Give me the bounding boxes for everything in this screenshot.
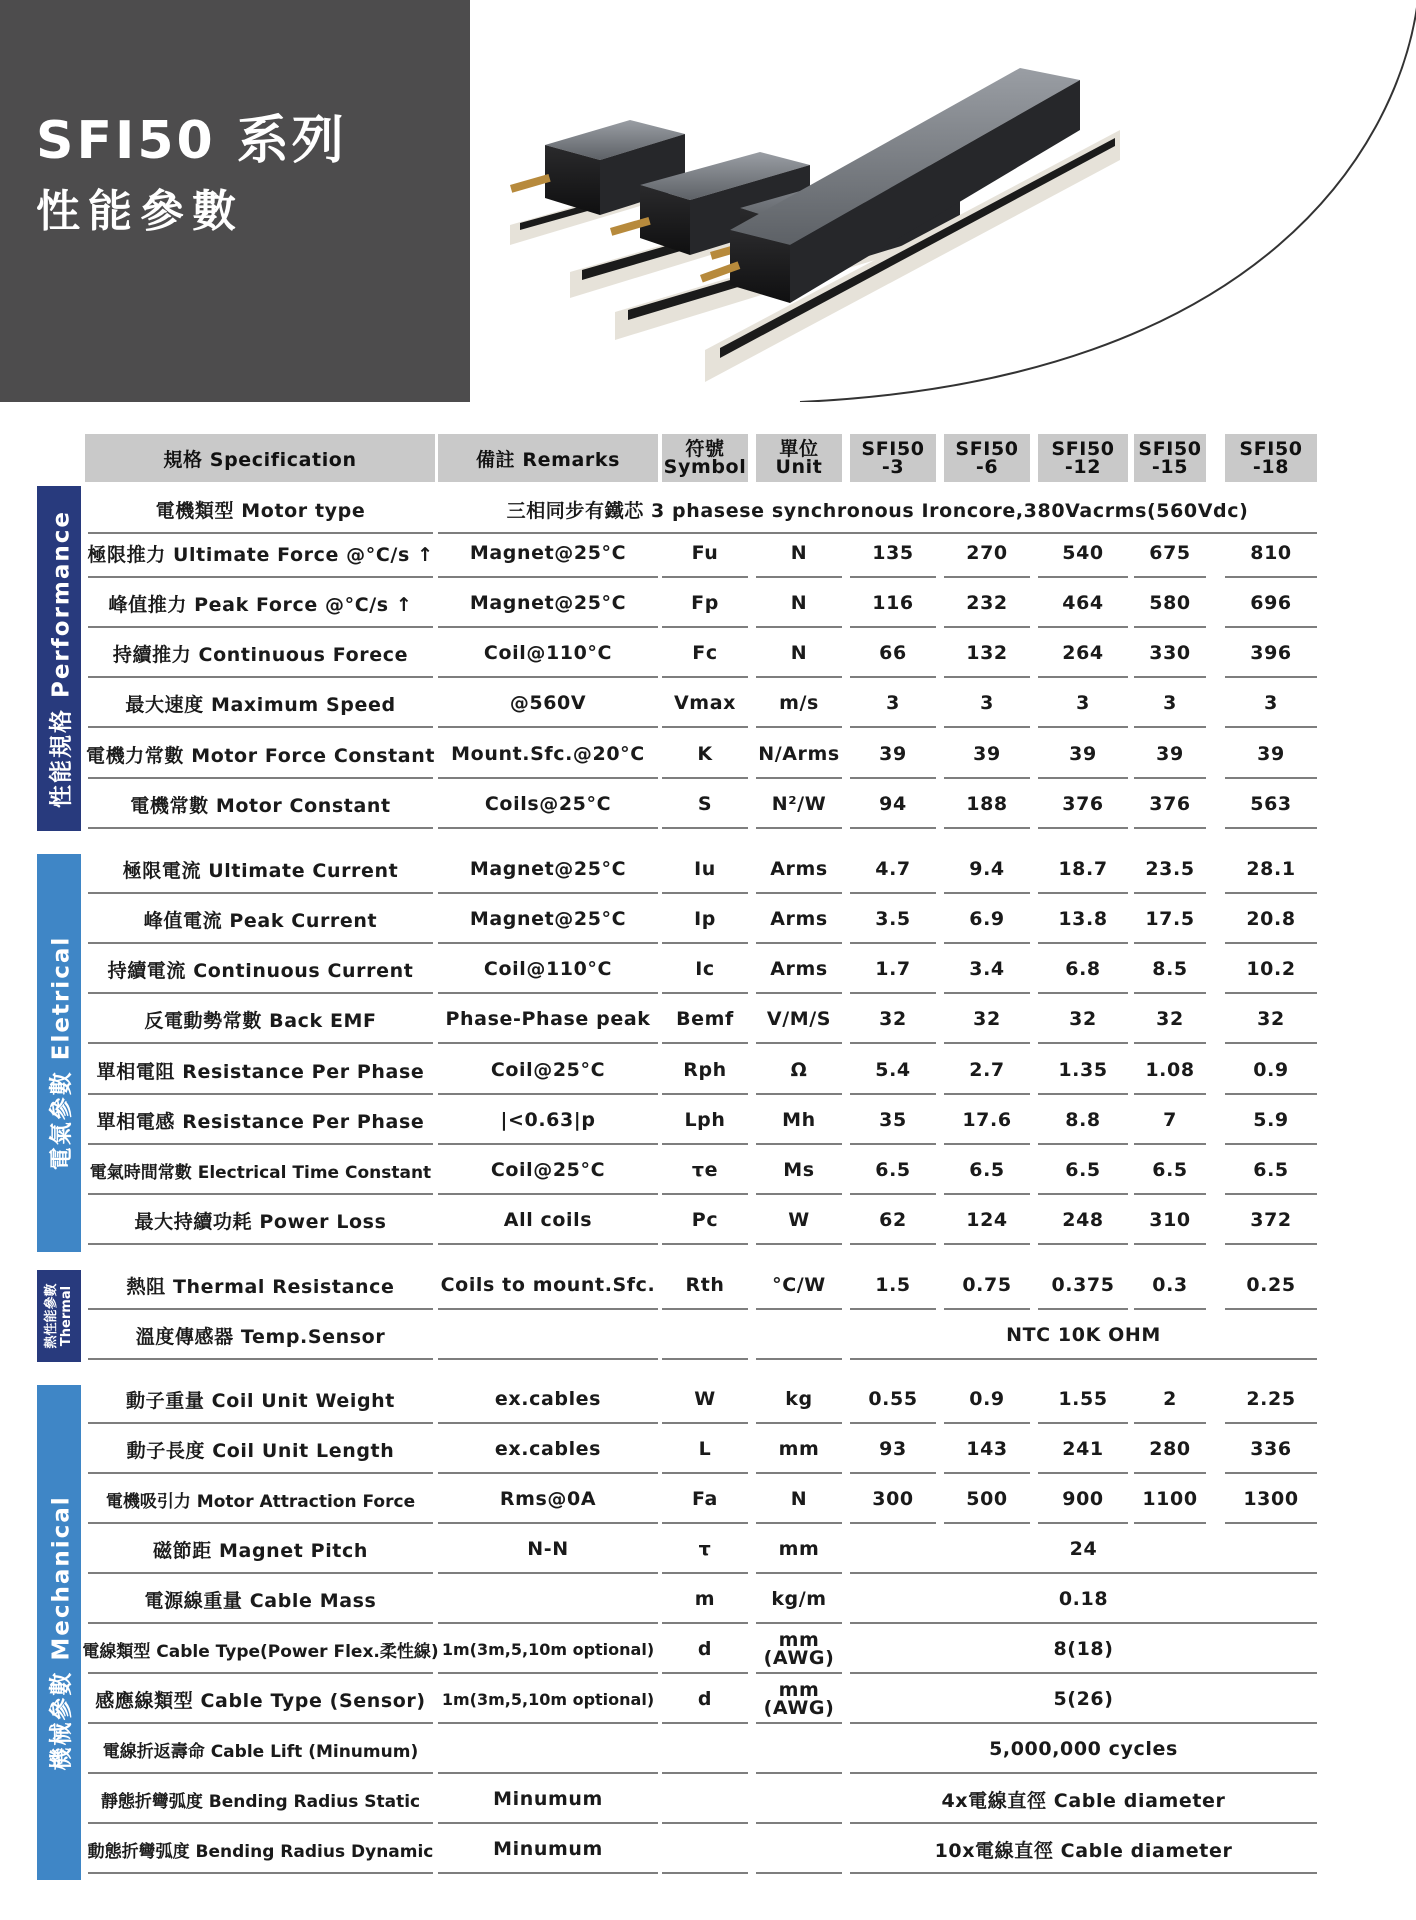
unit-line1: mm [778, 1629, 820, 1651]
value-cell: 232 [944, 580, 1030, 628]
unit-cell [756, 1626, 842, 1674]
remarks-cell: Magnet@25°C [438, 530, 658, 578]
spec-label: 極限電流 Ultimate Current [88, 846, 433, 894]
value-cell: 6.5 [1225, 1147, 1317, 1195]
model-suffix: -6 [975, 456, 999, 478]
symbol-cell: L [662, 1426, 748, 1474]
symbol-cell: K [662, 731, 748, 779]
remarks-cell: N-N [438, 1526, 658, 1574]
value-cell: 810 [1225, 530, 1317, 578]
value-cell: 39 [850, 731, 936, 779]
value-cell: 540 [1038, 530, 1128, 578]
sidebar-mechanical [37, 1385, 81, 1880]
spec-label: 電機吸引力 Motor Attraction Force [88, 1476, 433, 1524]
header-remarks: 備註 Remarks [438, 434, 658, 482]
title-panel [0, 0, 470, 402]
value-cell: 39 [1225, 731, 1317, 779]
value-cell: 5.4 [850, 1047, 936, 1095]
product-photo [470, 0, 1416, 402]
value-cell: 336 [1225, 1426, 1317, 1474]
header-model-18 [1225, 434, 1317, 482]
value-cell: 3 [944, 680, 1030, 728]
unit-cell: Arms [756, 896, 842, 944]
value-cell: 376 [1134, 781, 1206, 829]
spec-label: 極限推力 Ultimate Force @°C/s ↑ [88, 530, 433, 578]
remarks-cell: Minumum [438, 1826, 658, 1874]
value-cell: 32 [850, 996, 936, 1044]
remarks-cell: Magnet@25°C [438, 846, 658, 894]
symbol-cell [662, 1726, 748, 1774]
spec-label: 溫度傳感器 Temp.Sensor [88, 1312, 433, 1360]
symbol-cell: d [662, 1676, 748, 1724]
value-cell: 28.1 [1225, 846, 1317, 894]
value-cell: 143 [944, 1426, 1030, 1474]
symbol-cell: Lph [662, 1097, 748, 1145]
value-cell: 94 [850, 781, 936, 829]
unit-cell: V/M/S [756, 996, 842, 1044]
value-cell: 0.55 [850, 1376, 936, 1424]
unit-line1: mm [778, 1679, 820, 1701]
remarks-cell: Mount.Sfc.@20°C [438, 731, 658, 779]
value-cell: 1.08 [1134, 1047, 1206, 1095]
unit-cell: N [756, 1476, 842, 1524]
value-cell: 5.9 [1225, 1097, 1317, 1145]
value-cell: 300 [850, 1476, 936, 1524]
unit-cell: N [756, 530, 842, 578]
remarks-cell [438, 1726, 658, 1774]
value-cell: 0.25 [1225, 1262, 1317, 1310]
unit-cell: kg/m [756, 1576, 842, 1624]
value-cell: 39 [944, 731, 1030, 779]
value-cell: 900 [1038, 1476, 1128, 1524]
spec-label: 熱阻 Thermal Resistance [88, 1262, 433, 1310]
value-cell: 35 [850, 1097, 936, 1145]
unit-cell: mm [756, 1426, 842, 1474]
spec-label: 電線折返壽命 Cable Lift (Minumum) [88, 1726, 433, 1774]
value-cell: 248 [1038, 1197, 1128, 1245]
unit-cell [756, 1676, 842, 1724]
value-cell: 3.4 [944, 946, 1030, 994]
remarks-cell: Magnet@25°C [438, 896, 658, 944]
unit-cell [756, 1312, 842, 1360]
unit-cell: °C/W [756, 1262, 842, 1310]
value-cell: 580 [1134, 580, 1206, 628]
symbol-cell [662, 1776, 748, 1824]
value-cell: 563 [1225, 781, 1317, 829]
sidebar-electrical-label: 電氣參數 Eletrical [48, 935, 75, 1171]
value-cell: 0.375 [1038, 1262, 1128, 1310]
value-cell: 6.5 [850, 1147, 936, 1195]
spec-label: 感應線類型 Cable Type (Sensor) [88, 1676, 433, 1724]
value-cell: 20.8 [1225, 896, 1317, 944]
remarks-cell: Coil@25°C [438, 1147, 658, 1195]
spec-label: 電機常數 Motor Constant [88, 781, 433, 829]
spec-label: 電源線重量 Cable Mass [88, 1576, 433, 1624]
symbol-cell: Bemf [662, 996, 748, 1044]
symbol-cell [662, 1312, 748, 1360]
remarks-cell: Coils to mount.Sfc. [438, 1262, 658, 1310]
value-cell: 17.5 [1134, 896, 1206, 944]
model-suffix: -15 [1151, 456, 1189, 478]
value-cell: 6.5 [1134, 1147, 1206, 1195]
remarks-cell: |<0.63|p [438, 1097, 658, 1145]
header-unit-en: Unit [775, 456, 823, 478]
value-cell: 10.2 [1225, 946, 1317, 994]
value-cell: 32 [1134, 996, 1206, 1044]
value-cell: 6.5 [944, 1147, 1030, 1195]
spec-label: 電氣時間常數 Electrical Time Constant [88, 1147, 433, 1195]
value-cell: 280 [1134, 1426, 1206, 1474]
value-cell: 135 [850, 530, 936, 578]
shared-value-cell: 5,000,000 cycles [850, 1726, 1317, 1774]
symbol-cell: Rth [662, 1262, 748, 1310]
spec-label: 電機力常數 Motor Force Constant [88, 731, 433, 779]
value-cell: 396 [1225, 630, 1317, 678]
header-model-12 [1038, 434, 1128, 482]
unit-cell: N [756, 580, 842, 628]
model-suffix: -12 [1064, 456, 1102, 478]
spec-label: 單相電感 Resistance Per Phase [88, 1097, 433, 1145]
symbol-cell: Pc [662, 1197, 748, 1245]
symbol-cell: Rph [662, 1047, 748, 1095]
value-cell: 23.5 [1134, 846, 1206, 894]
shared-value-cell: 24 [850, 1526, 1317, 1574]
spec-label: 最大持續功耗 Power Loss [88, 1197, 433, 1245]
unit-cell: mm [756, 1526, 842, 1574]
spec-label: 電線類型 Cable Type(Power Flex.柔性線) [88, 1626, 433, 1674]
remarks-cell [438, 1312, 658, 1360]
value-cell: 1.35 [1038, 1047, 1128, 1095]
symbol-cell: Fc [662, 630, 748, 678]
value-cell: 32 [1225, 996, 1317, 1044]
remarks-cell: All coils [438, 1197, 658, 1245]
remarks-cell: Coils@25°C [438, 781, 658, 829]
unit-line2: (AWG) [763, 1647, 835, 1669]
value-cell: 696 [1225, 580, 1317, 628]
value-cell: 116 [850, 580, 936, 628]
value-cell: 1100 [1134, 1476, 1206, 1524]
unit-cell [756, 1726, 842, 1774]
value-cell: 0.9 [944, 1376, 1030, 1424]
remarks-cell: @560V [438, 680, 658, 728]
value-cell: 3 [1134, 680, 1206, 728]
value-cell: 0.9 [1225, 1047, 1317, 1095]
value-cell: 32 [944, 996, 1030, 1044]
shared-value-cell: 5(26) [850, 1676, 1317, 1724]
shared-value-cell: NTC 10K OHM [850, 1312, 1317, 1360]
remarks-cell: Magnet@25°C [438, 580, 658, 628]
value-cell: 241 [1038, 1426, 1128, 1474]
header-symbol-en: Symbol [663, 456, 747, 478]
value-cell: 1300 [1225, 1476, 1317, 1524]
unit-cell: Ms [756, 1147, 842, 1195]
value-cell: 372 [1225, 1197, 1317, 1245]
value-cell: 264 [1038, 630, 1128, 678]
unit-line2: (AWG) [763, 1697, 835, 1719]
unit-cell [756, 1776, 842, 1824]
header-symbol [662, 434, 748, 482]
model-name: SFI50 [861, 438, 925, 460]
sidebar-thermal-en: Thermal [59, 1285, 74, 1347]
value-cell: 8.5 [1134, 946, 1206, 994]
value-cell: 18.7 [1038, 846, 1128, 894]
header-unit [756, 434, 842, 482]
header-unit-zh: 單位 [779, 438, 819, 460]
unit-cell: Mh [756, 1097, 842, 1145]
unit-cell [756, 1826, 842, 1874]
spec-label: 動態折彎弧度 Bending Radius Dynamic [88, 1826, 433, 1874]
remarks-cell: Coil@110°C [438, 946, 658, 994]
linear-motor-icon [700, 68, 1120, 382]
value-cell: 330 [1134, 630, 1206, 678]
symbol-cell: Ic [662, 946, 748, 994]
value-cell: 6.8 [1038, 946, 1128, 994]
value-cell: 1.5 [850, 1262, 936, 1310]
model-suffix: -18 [1252, 456, 1290, 478]
spec-label: 磁節距 Magnet Pitch [88, 1526, 433, 1574]
value-cell: 6.9 [944, 896, 1030, 944]
remarks-cell: Coil@25°C [438, 1047, 658, 1095]
remarks-cell: ex.cables [438, 1426, 658, 1474]
value-cell: 3 [1225, 680, 1317, 728]
value-cell: 2.25 [1225, 1376, 1317, 1424]
remarks-cell: 1m(3m,5,10m optional) [438, 1626, 658, 1674]
series-subtitle: 性能參數 [36, 186, 244, 237]
sidebar-thermal [37, 1270, 81, 1362]
value-cell: 8.8 [1038, 1097, 1128, 1145]
header-model-15 [1134, 434, 1206, 482]
symbol-cell: d [662, 1626, 748, 1674]
spec-label: 動子重量 Coil Unit Weight [88, 1376, 433, 1424]
value-cell: 62 [850, 1197, 936, 1245]
unit-cell: W [756, 1197, 842, 1245]
value-cell: 66 [850, 630, 936, 678]
value-cell: 13.8 [1038, 896, 1128, 944]
spec-label: 最大速度 Maximum Speed [88, 680, 433, 728]
symbol-cell: S [662, 781, 748, 829]
header-model-3 [850, 434, 936, 482]
spec-label: 峰值電流 Peak Current [88, 896, 433, 944]
value-cell: 3.5 [850, 896, 936, 944]
series-title: SFI50 系列 [36, 111, 347, 171]
value-cell: 376 [1038, 781, 1128, 829]
value-cell: 1.55 [1038, 1376, 1128, 1424]
value-cell: 39 [1038, 731, 1128, 779]
unit-cell: m/s [756, 680, 842, 728]
value-cell: 3 [1038, 680, 1128, 728]
unit-cell: Arms [756, 846, 842, 894]
symbol-cell: Iu [662, 846, 748, 894]
value-cell: 310 [1134, 1197, 1206, 1245]
spec-label: 單相電阻 Resistance Per Phase [88, 1047, 433, 1095]
model-name: SFI50 [1051, 438, 1115, 460]
value-cell: 0.75 [944, 1262, 1030, 1310]
unit-cell: Ω [756, 1047, 842, 1095]
shared-value-cell: 10x電線直徑 Cable diameter [850, 1826, 1317, 1874]
sidebar-thermal-label [44, 1283, 74, 1348]
symbol-cell: τe [662, 1147, 748, 1195]
unit-cell: N²/W [756, 781, 842, 829]
value-cell: 0.3 [1134, 1262, 1206, 1310]
header-spec: 規格 Specification [85, 434, 435, 482]
sidebar-mechanical-label: 機械參數 Mechanical [48, 1494, 75, 1771]
remarks-cell: ex.cables [438, 1376, 658, 1424]
value-cell: 7 [1134, 1097, 1206, 1145]
motor-type-value: 三相同步有鐵芯 3 phasese synchronous Ironcore,380Vacrms(560Vdc) [438, 486, 1317, 534]
value-cell: 188 [944, 781, 1030, 829]
value-cell: 675 [1134, 530, 1206, 578]
spec-label: 電機類型 Motor type [88, 486, 433, 534]
symbol-cell: Vmax [662, 680, 748, 728]
value-cell: 4.7 [850, 846, 936, 894]
sidebar-thermal-zh: 熱性能參數 [44, 1283, 59, 1349]
spec-label: 持續推力 Continuous Forece [88, 630, 433, 678]
shared-value-cell: 0.18 [850, 1576, 1317, 1624]
symbol-cell: m [662, 1576, 748, 1624]
value-cell: 32 [1038, 996, 1128, 1044]
remarks-cell: 1m(3m,5,10m optional) [438, 1676, 658, 1724]
value-cell: 3 [850, 680, 936, 728]
unit-cell: kg [756, 1376, 842, 1424]
value-cell: 124 [944, 1197, 1030, 1245]
value-cell: 270 [944, 530, 1030, 578]
unit-cell: N [756, 630, 842, 678]
model-name: SFI50 [955, 438, 1019, 460]
value-cell: 93 [850, 1426, 936, 1474]
remarks-cell: Coil@110°C [438, 630, 658, 678]
symbol-cell: Fu [662, 530, 748, 578]
model-name: SFI50 [1239, 438, 1303, 460]
header-symbol-zh: 符號 [685, 438, 725, 460]
value-cell: 500 [944, 1476, 1030, 1524]
spec-label: 持續電流 Continuous Current [88, 946, 433, 994]
remarks-cell: Phase-Phase peak [438, 996, 658, 1044]
remarks-cell: Rms@0A [438, 1476, 658, 1524]
sidebar-performance-label: 性能規格 Performance [48, 509, 75, 808]
value-cell: 2 [1134, 1376, 1206, 1424]
value-cell: 1.7 [850, 946, 936, 994]
symbol-cell: W [662, 1376, 748, 1424]
sidebar-electrical [37, 854, 81, 1252]
value-cell: 464 [1038, 580, 1128, 628]
sidebar-performance [37, 486, 81, 831]
unit-cell: Arms [756, 946, 842, 994]
value-cell: 132 [944, 630, 1030, 678]
model-name: SFI50 [1138, 438, 1202, 460]
spec-label: 反電動勢常數 Back EMF [88, 996, 433, 1044]
value-cell: 9.4 [944, 846, 1030, 894]
model-suffix: -3 [881, 456, 905, 478]
header-model-6 [944, 434, 1030, 482]
unit-cell: N/Arms [756, 731, 842, 779]
symbol-cell [662, 1826, 748, 1874]
value-cell: 39 [1134, 731, 1206, 779]
spec-label: 動子長度 Coil Unit Length [88, 1426, 433, 1474]
symbol-cell: τ [662, 1526, 748, 1574]
symbol-cell: Ip [662, 896, 748, 944]
value-cell: 2.7 [944, 1047, 1030, 1095]
spec-label: 峰值推力 Peak Force @°C/s ↑ [88, 580, 433, 628]
value-cell: 17.6 [944, 1097, 1030, 1145]
remarks-cell [438, 1576, 658, 1624]
shared-value-cell: 4x電線直徑 Cable diameter [850, 1776, 1317, 1824]
value-cell: 6.5 [1038, 1147, 1128, 1195]
symbol-cell: Fa [662, 1476, 748, 1524]
symbol-cell: Fp [662, 580, 748, 628]
spec-label: 靜態折彎弧度 Bending Radius Static [88, 1776, 433, 1824]
remarks-cell: Minumum [438, 1776, 658, 1824]
shared-value-cell: 8(18) [850, 1626, 1317, 1674]
